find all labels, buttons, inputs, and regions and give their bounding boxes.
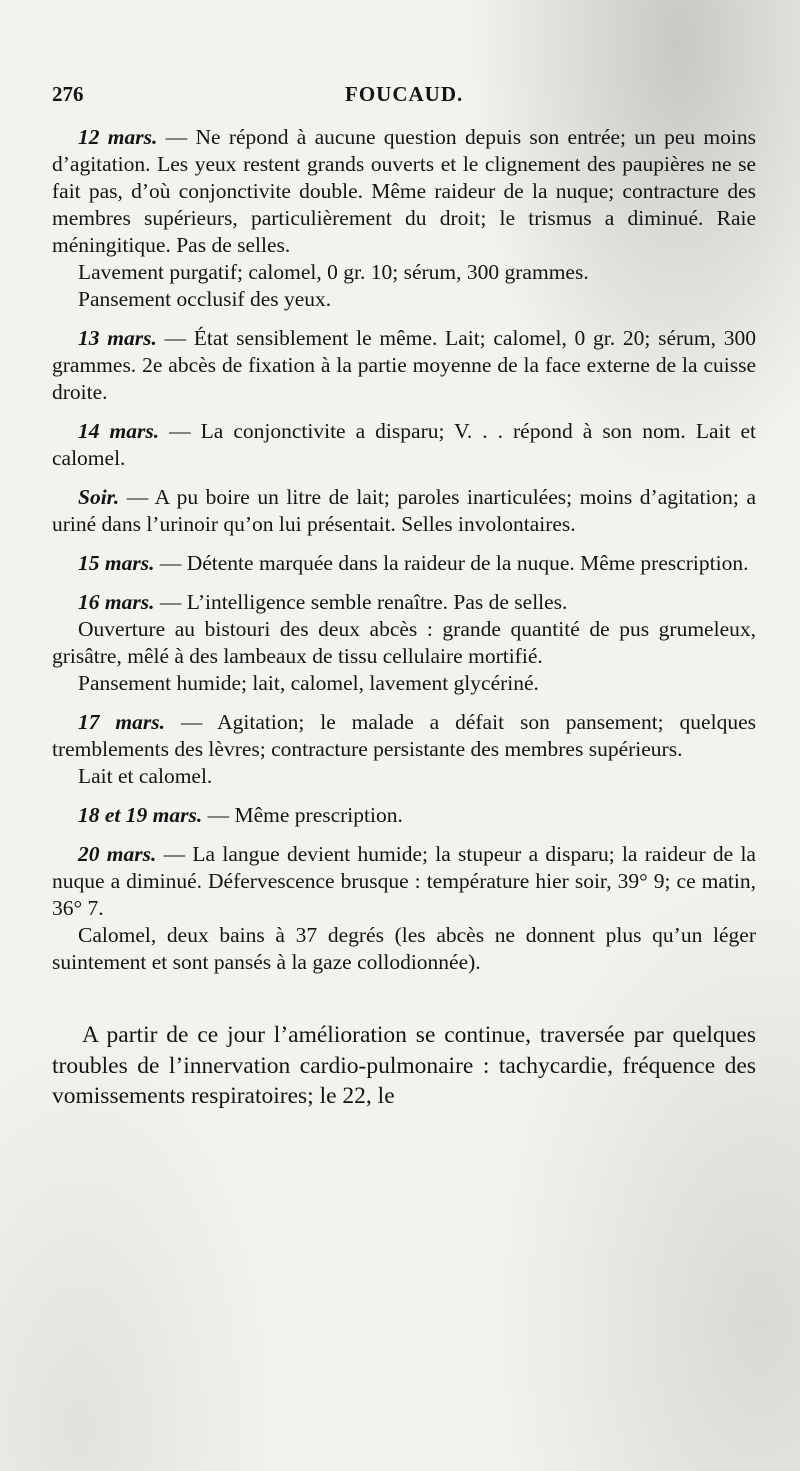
entry-text: — L’intelligence semble renaître. Pas de selles. — [154, 590, 568, 614]
entry-20-mars — [52, 841, 756, 922]
body-text — [52, 124, 756, 1112]
entry-12-mars — [52, 124, 756, 259]
entry-prescription — [52, 763, 756, 790]
entry-date: 18 et 19 mars. — [78, 803, 203, 827]
entry-text: — Ne répond à aucune question depuis son entrée; un peu moins d’agitation. Les yeux restent grands ouverts et le clignement des paupières ne se fait pas, d’où conjonctivite double. Même raideur de la nuque; contracture des membres supérieurs, particulièrement du droit; le trismus a diminué. Raie méningitique. Pas de selles. — [52, 125, 756, 257]
entry-text: — État sensiblement le même. Lait; calomel, 0 gr. 20; sérum, 300 grammes. 2e abcès de fixation à la partie moyenne de la face externe de la cuisse droite. — [52, 326, 756, 404]
entry-text: — La conjonctivite a disparu; V. . . répond à son nom. Lait et calomel. — [52, 419, 756, 470]
entry-date: 17 mars. — [78, 710, 165, 734]
entry-15-mars — [52, 550, 756, 577]
closing-paragraph: A partir de ce jour l’amélioration se continue, traversée par quelques troubles de l’innervation cardio-pulmonaire : tachycardie, fréquence des vomissements respiratoires; le 22, le — [52, 1022, 756, 1109]
page-number: 276 — [52, 82, 84, 106]
page-header — [52, 82, 752, 116]
entry-17-mars — [52, 709, 756, 763]
entry-text: — Même prescription. — [202, 803, 403, 827]
entry-16-mars — [52, 589, 756, 616]
entry-text: Ouverture au bistouri des deux abcès : grande quantité de pus grumeleux, grisâtre, mêlé à des lambeaux de tissu cellulaire mortifié. — [52, 617, 756, 668]
entry-13-mars — [52, 325, 756, 406]
entry-prescription — [52, 286, 756, 313]
entry-date: 14 mars. — [78, 419, 160, 443]
entry-prescription — [52, 259, 756, 286]
entry-text: — Détente marquée dans la raideur de la nuque. Même prescription. — [154, 551, 749, 575]
entry-14-mars — [52, 418, 756, 472]
entry-text: — La langue devient humide; la stupeur a disparu; la raideur de la nuque a diminué. Défervescence brusque : température hier soir, 39° 9; ce matin, 36° 7. — [52, 842, 756, 920]
entry-text: Lavement purgatif; calomel, 0 gr. 10; sérum, 300 grammes. — [78, 260, 589, 284]
entry-date: 12 mars. — [78, 125, 158, 149]
entry-soir — [52, 484, 756, 538]
entry-text: Pansement humide; lait, calomel, lavement glycériné. — [78, 671, 539, 695]
entry-text: — A pu boire un litre de lait; paroles inarticulées; moins d’agitation; a uriné dans l’urinoir qu’on lui présentait. Selles involontaires. — [52, 485, 756, 536]
entry-text: Pansement occlusif des yeux. — [78, 287, 332, 311]
entry-date: 20 mars. — [78, 842, 157, 866]
entry-text: — Agitation; le malade a défait son pansement; quelques tremblements des lèvres; contracture persistante des membres supérieurs. — [52, 710, 756, 761]
entry-text: Calomel, deux bains à 37 degrés (les abcès ne donnent plus qu’un léger suintement et sont pansés à la gaze collodionnée). — [52, 923, 756, 974]
running-head: FOUCAUD. — [345, 82, 464, 106]
entry-date: 13 mars. — [78, 326, 157, 350]
entry-text: Lait et calomel. — [78, 764, 213, 788]
entry-date: Soir. — [78, 485, 120, 509]
entry-prescription — [52, 616, 756, 670]
entry-date: 15 mars. — [78, 551, 155, 575]
entry-date: 16 mars. — [78, 590, 155, 614]
entry-prescription — [52, 922, 756, 976]
entry-18-19-mars — [52, 802, 756, 829]
entry-prescription — [52, 670, 756, 697]
